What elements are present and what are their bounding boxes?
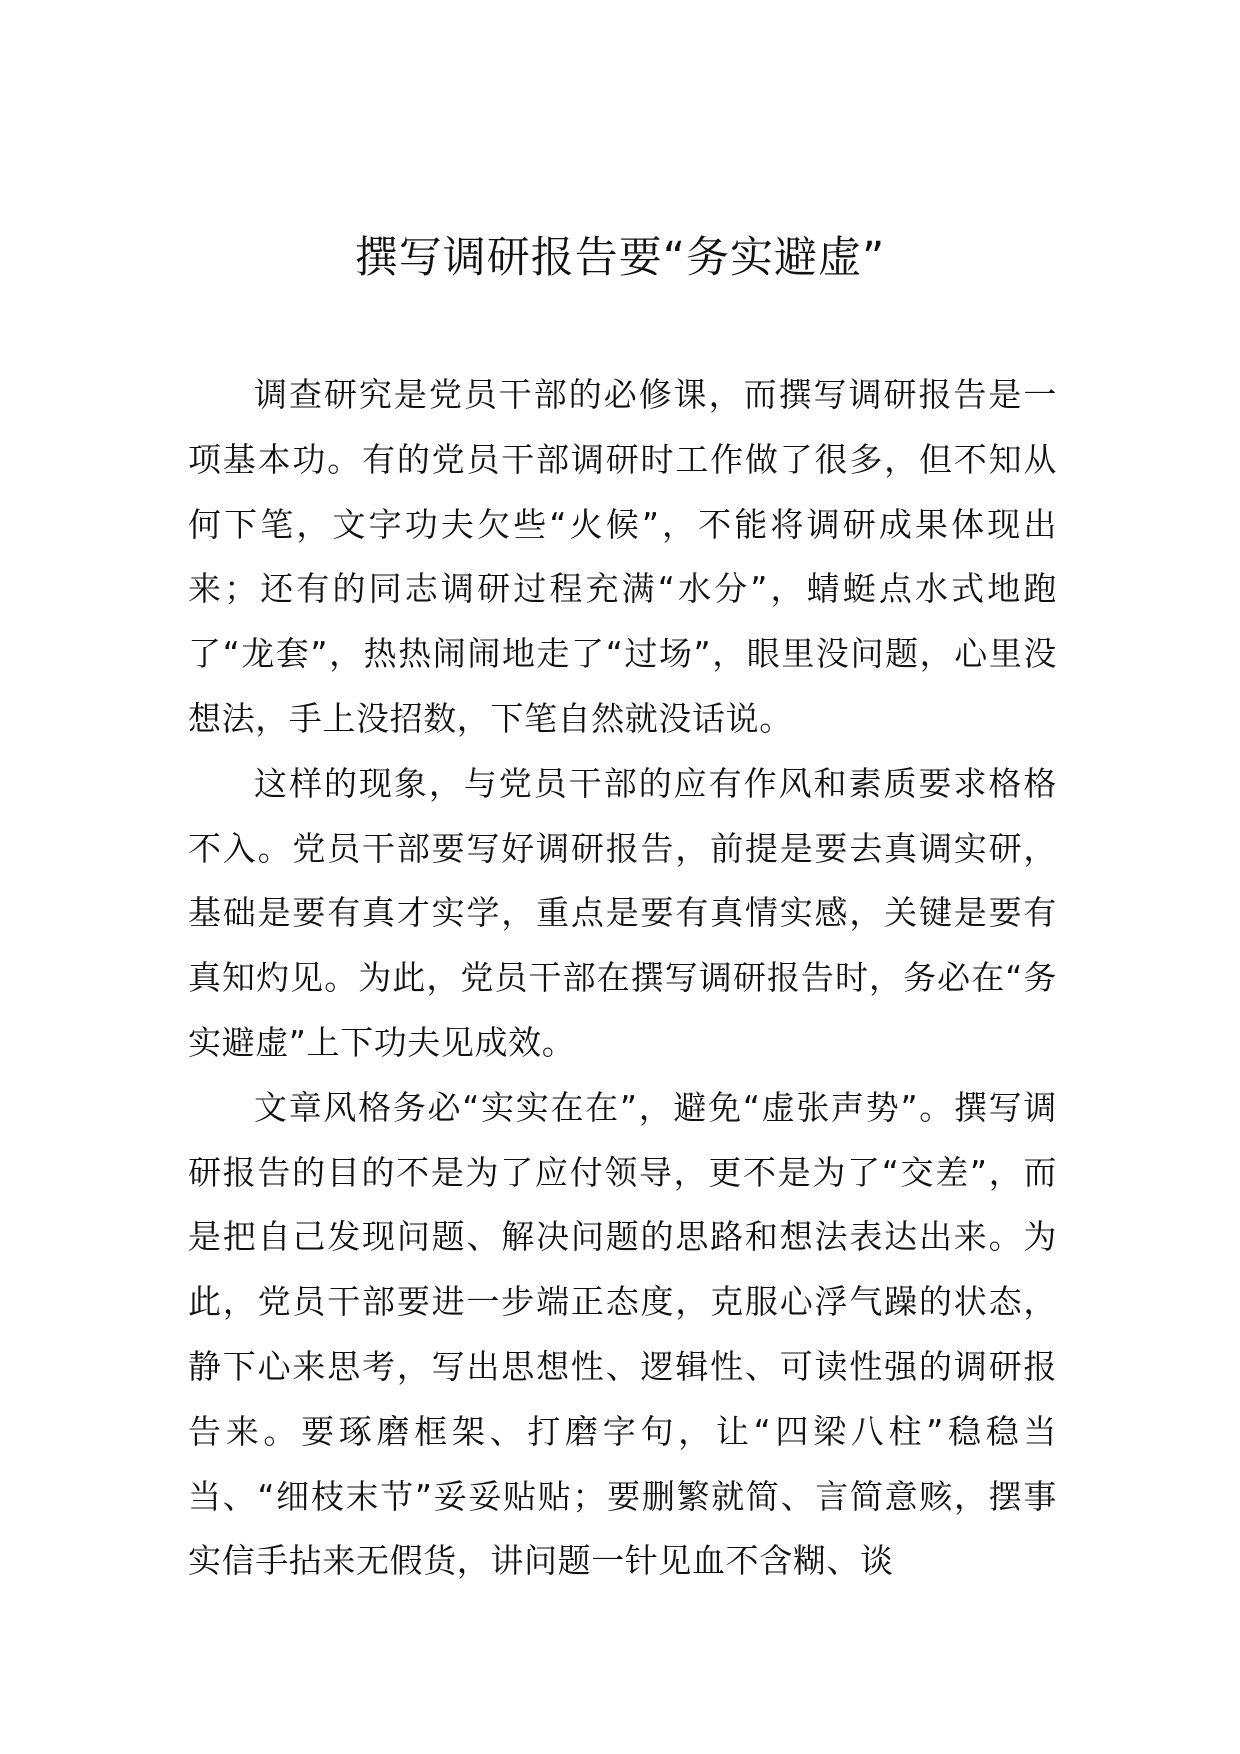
paragraph-2: 这样的现象，与党员干部的应有作风和素质要求格格不入。党员干部要写好调研报告，前提是要去真调实研，基础是要有真才实学，重点是要有真情实感，关键是要有真知灼见。为此，党员干部在撰写调研报告时，务必在“务实避虚”上下功夫见成效。 [188, 763, 1057, 1062]
document-title: 撰写调研报告要“务实避虚” [354, 233, 886, 283]
paragraph-1: 调查研究是党员干部的必修课，而撰写调研报告是一项基本功。有的党员干部调研时工作做了很多，但不知从何下笔，文字功夫欠些“火候”，不能将调研成果体现出来；还有的同志调研过程充满“水分”，蜻蜓点水式地跑了“龙套”，热热闹闹地走了“过场”，眼里没问题，心里没想法，手上没招数，下笔自然就没话说。 [188, 375, 1057, 738]
document-body [188, 363, 1057, 1594]
paragraph-3: 文章风格务必“实实在在”，避免“虚张声势”。撰写调研报告的目的不是为了应付领导，更不是为了“交差”，而是把自己发现问题、解决问题的思路和想法表达出来。为此，党员干部要进一步端正态度，克服心浮气躁的状态，静下心来思考，写出思想性、逻辑性、可读性强的调研报告来。要琢磨框架、打磨字句，让“四梁八柱”稳稳当当、“细枝末节”妥妥贴贴；要删繁就简、言简意赅，摆事实信手拈来无假货，讲问题一针见血不含糊、谈 [188, 1087, 1057, 1581]
